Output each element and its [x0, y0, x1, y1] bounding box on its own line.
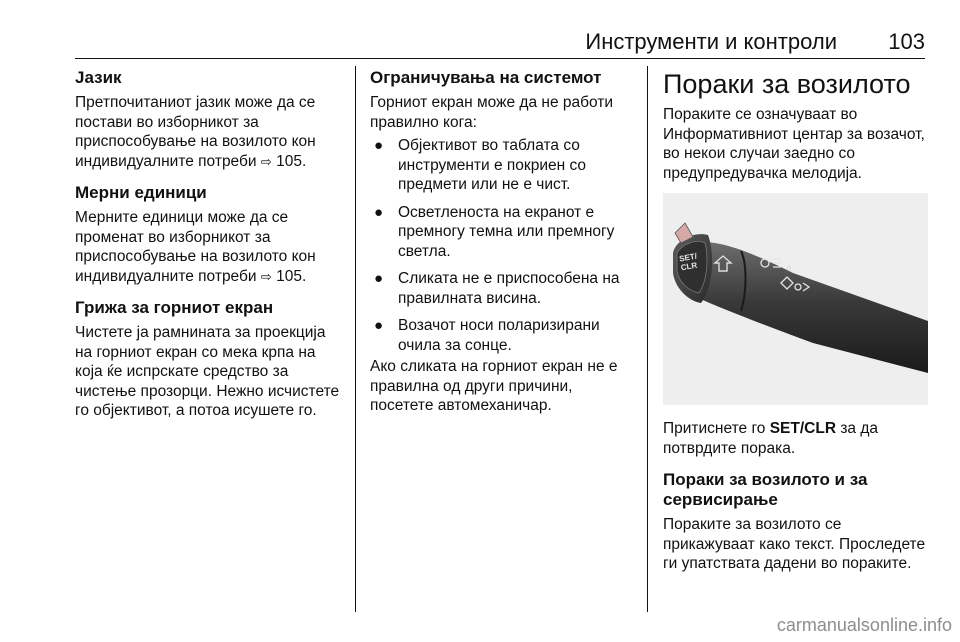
section-heading-display-care: Грижа за горниот екран: [75, 298, 274, 317]
limitations-list: [370, 136, 632, 355]
set-clr-key: SET/CLR: [769, 420, 837, 437]
watermark: carmanualsonline.info: [776, 615, 952, 635]
set-clr-button-label: SET/ CLR: [678, 251, 698, 273]
column-3: [663, 68, 928, 574]
limitations-outro: Ако сликата на горниот екран не е правилна од други причини, посетете автомеханичар.: [370, 358, 618, 414]
page-ref[interactable]: 105.: [276, 152, 307, 170]
section-heading-service-messages: Пораки за возилото и за сервисирање: [663, 470, 868, 509]
list-item: ● Осветленоста на екранот е премногу темна или премногу светла.: [374, 203, 615, 260]
lever-graphic: [663, 193, 928, 405]
list-item: ● Објективот во таблата со инструменти е покриен со предмети или не е чист.: [374, 137, 587, 193]
column-divider-2: [647, 66, 648, 612]
column-1: [75, 68, 345, 421]
page-number: 103: [888, 29, 925, 54]
limitations-intro: Горниот екран може да не работи правилно кога:: [370, 94, 614, 131]
header-title: Инструменти и контроли: [585, 29, 837, 54]
bullet-icon: ●: [374, 270, 384, 287]
section-heading-language: Јазик: [75, 68, 122, 87]
section-heading-units: Мерни единици: [75, 183, 207, 202]
section-body-language: Претпочитаниот јазик може да се постави во изборникот за приспособување на возилото кон индивидуалните потреби ⇨ 105.: [75, 94, 316, 170]
page-ref[interactable]: 105.: [276, 267, 307, 285]
column-divider-1: [355, 66, 356, 612]
page-ref-arrow-icon: ⇨: [260, 153, 272, 169]
section-body-units: Мерните единици може да се променат во изборникот за приспособување на возилото кон индивидуалните потреби ⇨ 105.: [75, 209, 316, 285]
section-heading-vehicle-messages: Пораки за возилото: [663, 69, 911, 99]
bullet-icon: ●: [374, 137, 384, 154]
section-body-display-care: Чистете ја рамнината за проекција на горниот екран со мека крпа на која ќе испрскате средство за чистење прозорци. Нежно исчистете го објективот, а потоа исушете го.: [75, 324, 340, 419]
page-header: [75, 25, 925, 59]
bullet-icon: ●: [374, 317, 384, 334]
header-rule: [75, 58, 925, 59]
vehicle-messages-intro: Пораките се означуваат во Информативниот центар за возачот, во некои случаи заедно со предупредувачка мелодија.: [663, 106, 925, 182]
turn-signal-lever-illustration: [663, 193, 928, 405]
bullet-icon: ●: [374, 203, 384, 221]
list-item: ● Сликата не е приспособена на правилната висина.: [374, 270, 620, 307]
page-ref-arrow-icon: ⇨: [260, 268, 272, 284]
section-heading-limitations: Ограничувања на системот: [370, 68, 602, 87]
press-instruction: Притиснете го SET/CLR за да потврдите порака.: [663, 420, 879, 457]
column-2: [370, 68, 632, 416]
list-item: ● Возачот носи поларизирани очила за сонце.: [374, 317, 600, 354]
service-messages-body: Пораките за возилото се прикажуваат како текст. Проследете ги упатствата дадени во пораките.: [663, 516, 926, 572]
svg-text:0: 0: [787, 266, 791, 273]
